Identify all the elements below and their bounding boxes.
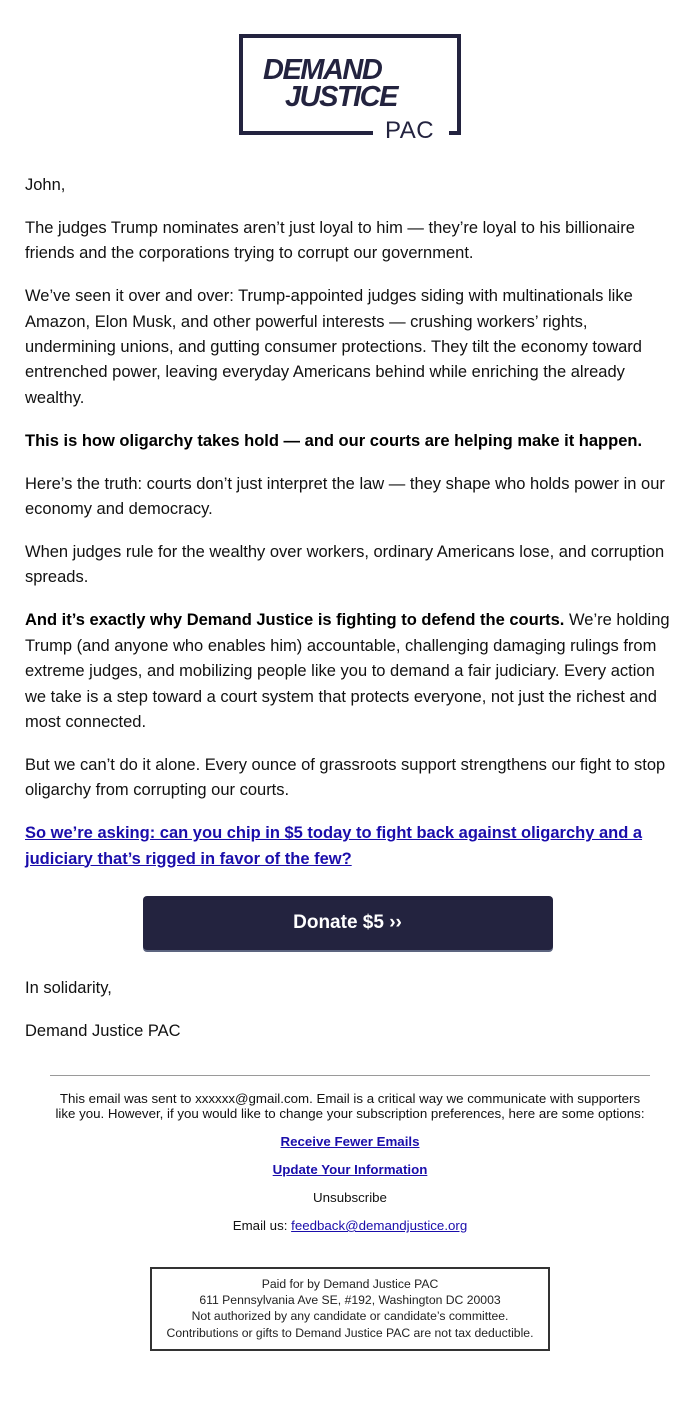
closing: In solidarity, xyxy=(25,978,112,997)
paragraph-5: When judges rule for the wealthy over workers, ordinary Americans lose, and corruption spreads. xyxy=(25,542,665,587)
paragraph-7: But we can’t do it alone. Every ounce of grassroots support strengthens our fight to stop oligarchy from corrupting our courts. xyxy=(25,755,666,800)
disclaimer-line-1: Paid for by Demand Justice PAC xyxy=(261,1277,439,1291)
receive-fewer-emails-link[interactable]: Receive Fewer Emails xyxy=(280,1134,420,1149)
email-footer xyxy=(50,1075,650,1340)
bold-statement: This is how oligarchy takes hold — and our courts are helping make it happen. xyxy=(25,431,643,450)
feedback-email-link[interactable]: feedback@demandjustice.org xyxy=(291,1218,468,1233)
paragraph-6-text: We’re holding Trump (and anyone who enables him) accountable, challenging damaging rulings from extreme judges, and mobilizing people like you to demand a fair judiciary. Every action we take is a step toward a court system that protects everyone, not just the richest and most connected. xyxy=(25,611,670,731)
paragraph-3 xyxy=(25,429,670,454)
donate-button[interactable]: Donate $5 ›› xyxy=(143,896,553,950)
paragraph-4: Here’s the truth: courts don’t just interpret the law — they shape who holds power in our economy and democracy. xyxy=(25,474,665,519)
paragraph-2: We’ve seen it over and over: Trump-appointed judges siding with multinationals like Amazon, Elon Musk, and other powerful interests — crushing workers’ rights, undermining unions, and gutting consumer protections. They tilt the economy toward entrenched power, leaving everyday Americans behind while enriching the already wealthy. xyxy=(25,287,642,407)
sent-to-notice: This email was sent to xxxxxx@gmail.com. Email is a critical way we communicate with supporters like you. However, if you would like to change your subscription preferences, here are some options: xyxy=(55,1091,645,1121)
disclaimer-line-3: Not authorized by any candidate or candidate’s committee. xyxy=(191,1309,509,1324)
ask-paragraph xyxy=(25,821,670,872)
email-body xyxy=(25,173,670,1062)
paragraph-1: The judges Trump nominates aren’t just loyal to him — they’re loyal to his billionaire friends and the corporations trying to corrupt our government. xyxy=(25,218,635,263)
paragraph-6 xyxy=(25,608,670,735)
donate-ask-link[interactable]: So we’re asking: can you chip in $5 today to fight back against oligarchy and a judiciary that’s rigged in favor of the few? xyxy=(25,824,643,868)
disclaimer-line-2: 611 Pennsylvania Ave SE, #192, Washington DC 20003 xyxy=(199,1293,501,1308)
paragraph-6-bold: And it’s exactly why Demand Justice is fighting to defend the courts. xyxy=(25,611,565,630)
logo-line-pac: PAC xyxy=(385,117,435,144)
email-us xyxy=(50,1218,650,1233)
paid-for-disclaimer xyxy=(150,1267,550,1351)
email-us-label: Email us: xyxy=(232,1218,288,1233)
logo-line-demand: DEMAND xyxy=(263,54,382,86)
disclaimer-line-4: Contributions or gifts to Demand Justice PAC are not tax deductible. xyxy=(166,1325,534,1340)
demand-justice-logo xyxy=(239,34,461,144)
signature: Demand Justice PAC xyxy=(25,1021,181,1040)
donate-button-wrap xyxy=(25,896,670,950)
greeting: John, xyxy=(25,176,66,194)
update-information-link[interactable]: Update Your Information xyxy=(272,1162,428,1177)
logo-line-justice: JUSTICE xyxy=(285,81,397,113)
unsubscribe-link[interactable]: Unsubscribe xyxy=(313,1190,387,1205)
